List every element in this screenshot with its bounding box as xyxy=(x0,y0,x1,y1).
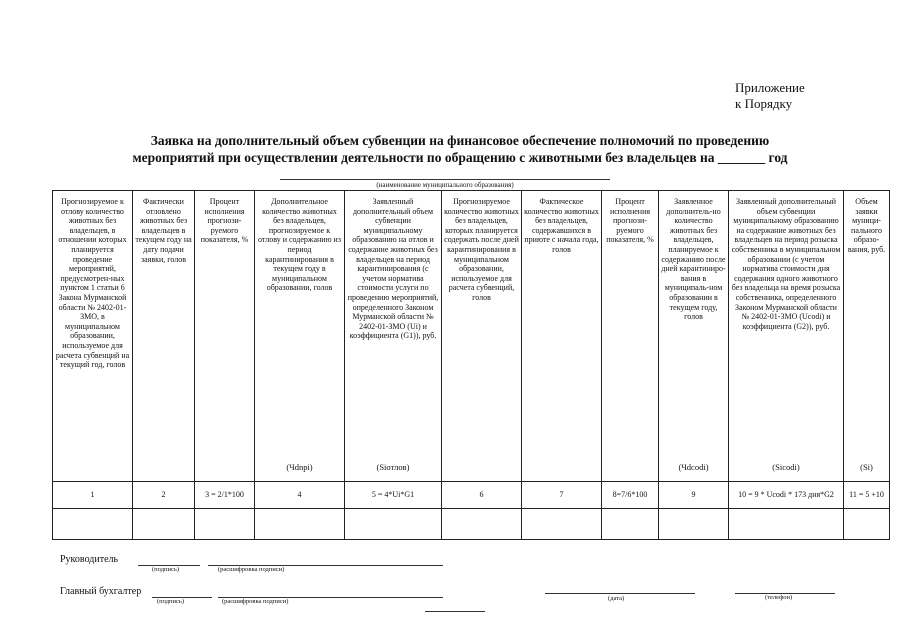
header-cell-11 xyxy=(844,191,890,482)
header-code: (Чdcodi) xyxy=(678,462,709,473)
data-cell[interactable] xyxy=(844,509,890,540)
header-code: (Sioтлов) xyxy=(376,462,410,473)
header-cell-3 xyxy=(195,191,255,482)
accountant-signature-caption: (подпись) xyxy=(157,598,184,605)
data-cell[interactable] xyxy=(195,509,255,540)
data-entry-row xyxy=(53,509,890,540)
data-cell[interactable] xyxy=(442,509,522,540)
data-cell[interactable] xyxy=(133,509,195,540)
head-signature-caption: (подпись) xyxy=(152,566,179,573)
accountant-transcript-caption: (расшифровка подписи) xyxy=(222,598,289,605)
request-table xyxy=(52,190,890,540)
header-text: Прогнозируемое количество животных без владельцев, которых планируется содержать после дней карантинирования в муниципальном образовании, используемое для расчета субвенций, голов xyxy=(444,197,519,302)
header-text: Процент исполнения прогнози-руемого показателя, % xyxy=(200,197,249,245)
header-text: Процент исполнения прогнози-руемого показателя, % xyxy=(606,197,654,245)
header-text: Прогнозируемое к отлову количество животных без владельцев, в отношении которых планируется проведение мероприятий, предусмотрен-ных пунктом 1 статьи 6 Закона Мурманской области № 2402-01-ЗМО, в муниципальном образовании, используемое для расчета субвенций на текущий год, голов xyxy=(55,197,130,370)
title-line-2: мероприятий при осуществлении деятельности по обращению с животными без владельцев на _______ год xyxy=(132,150,788,165)
column-number: 4 xyxy=(255,482,345,509)
header-cell-4 xyxy=(255,191,345,482)
header-cell-9 xyxy=(659,191,729,482)
accountant-label: Главный бухгалтер xyxy=(60,586,142,597)
appendix-note xyxy=(735,80,805,112)
header-code: (Чdnpi) xyxy=(286,462,313,473)
column-number: 9 xyxy=(659,482,729,509)
document-title xyxy=(70,132,850,166)
data-cell[interactable] xyxy=(729,509,844,540)
header-text: Дополнительное количество животных без владельцев, прогнозируемое к отлову и содержанию из период карантинирования в текущем году в муниципальном образовании, голов xyxy=(258,197,341,293)
column-number-row xyxy=(53,482,890,509)
header-cell-5 xyxy=(345,191,442,482)
column-number: 7 xyxy=(522,482,602,509)
header-cell-8 xyxy=(602,191,659,482)
header-cell-1 xyxy=(53,191,133,482)
data-cell[interactable] xyxy=(53,509,133,540)
header-cell-7 xyxy=(522,191,602,482)
header-text: Заявленный дополнительный объем субвенции муниципальному образованию на отлов и содержание животных без владельцев на период карантинирования (с учетом норматива стоимости услуги по проведению мероприятий, определенного Законом Мурманской области № 2402-01-ЗМО (Ui) и коэффициента (G1)), руб. xyxy=(347,197,439,341)
column-number: 3 = 2/1*100 xyxy=(195,482,255,509)
header-text: Фактическое количество животных без владельцев, содержавшихся в приюте с начала года, голов xyxy=(524,197,599,254)
municipality-caption: (наименование муниципального образования) xyxy=(376,181,514,189)
column-number: 2 xyxy=(133,482,195,509)
column-number: 6 xyxy=(442,482,522,509)
column-number: 5 = 4*Ui*G1 xyxy=(345,482,442,509)
data-cell[interactable] xyxy=(522,509,602,540)
phone-caption: (телефон) xyxy=(765,594,793,601)
date-caption: (дата) xyxy=(608,595,625,602)
column-number: 8=7/6*100 xyxy=(602,482,659,509)
data-cell[interactable] xyxy=(345,509,442,540)
header-code: (Si) xyxy=(860,462,873,473)
column-number: 1 xyxy=(53,482,133,509)
header-row xyxy=(53,191,890,482)
data-cell[interactable] xyxy=(255,509,345,540)
appendix-line-1: Приложение xyxy=(735,80,805,95)
header-code: (Sicodi) xyxy=(772,462,800,473)
header-cell-6 xyxy=(442,191,522,482)
data-cell[interactable] xyxy=(602,509,659,540)
header-text: Объем заявки муници-пального образо-вания, руб. xyxy=(847,197,886,254)
municipality-line xyxy=(280,179,610,180)
title-line-1: Заявка на дополнительный объем субвенции на финансовое обеспечение полномочий по проведению xyxy=(150,133,770,148)
column-number: 11 = 5 +10 xyxy=(844,482,890,509)
head-label: Руководитель xyxy=(60,554,119,565)
header-text: Заявленное дополнитель-но количество животных без владельцев, планируемое к содержанию после дней карантиниро-вания в муниципаль-ном образовании в текущем году, голов xyxy=(661,197,726,322)
bottom-short-line xyxy=(425,611,485,612)
date-line xyxy=(545,593,695,594)
header-cell-10 xyxy=(729,191,844,482)
header-text: Заявленный дополнительный объем субвенции муниципальному образованию на содержание животных без владельцев на период розыска собственника в муниципальном образовании (с учетом норматива стоимости дня содержания одного животного без владельца на время розыска собственника, определенного Законом Мурманской области № 2402-01-ЗМО (Ucodi) и коэффициента (G2)), руб. xyxy=(731,197,841,331)
head-transcript-caption: (расшифровка подписи) xyxy=(218,566,285,573)
column-number: 10 = 9 * Ucodi * 173 дня*G2 xyxy=(729,482,844,509)
data-cell[interactable] xyxy=(659,509,729,540)
header-text: Фактически отловлено животных без владельцев в текущем году на дату подачи заявки, голов xyxy=(135,197,192,264)
header-cell-2 xyxy=(133,191,195,482)
appendix-line-2: к Порядку xyxy=(735,96,793,111)
